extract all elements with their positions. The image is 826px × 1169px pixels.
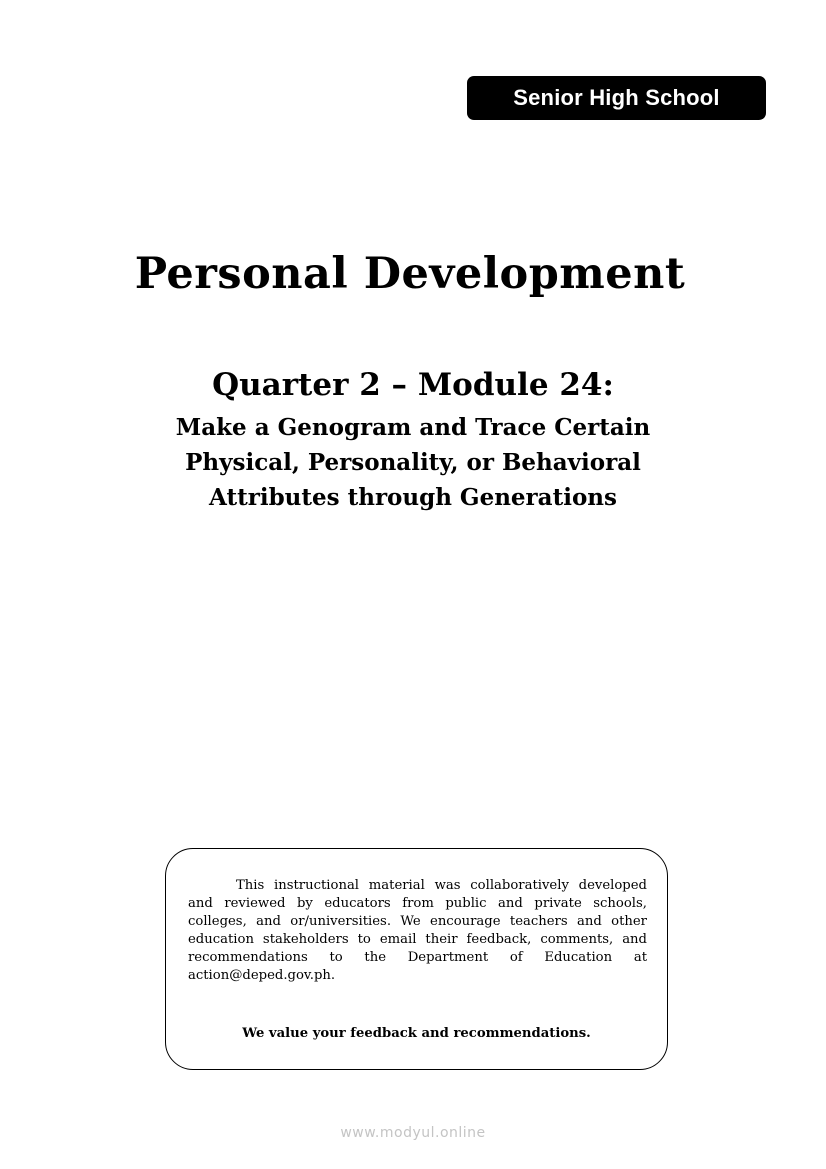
- notice-body-text: This instructional material was collaboratively developed and reviewed by educators from public and private schools, colleges, and or/universities. We encourage teachers and other education stakeholders to email their feedback, comments, and recommendations to the Department of Education at action@deped.gov.ph.: [188, 878, 647, 983]
- badge-label: Senior High School: [513, 85, 720, 110]
- senior-high-school-badge: [467, 76, 766, 120]
- subtitle-line: Make a Genogram and Trace Certain: [175, 414, 651, 441]
- feedback-notice-box: [165, 848, 668, 1070]
- watermark: www.modyul.online: [340, 1125, 486, 1141]
- subtitle-line: Physical, Personality, or Behavioral: [185, 449, 641, 476]
- subtitle-line: Attributes through Generations: [209, 484, 617, 511]
- notice-footer-text: We value your feedback and recommendations.: [242, 1026, 591, 1041]
- module-heading: Quarter 2 – Module 24:: [212, 367, 614, 403]
- module-subtitle: [0, 410, 826, 515]
- document-title: Personal Development: [134, 249, 686, 299]
